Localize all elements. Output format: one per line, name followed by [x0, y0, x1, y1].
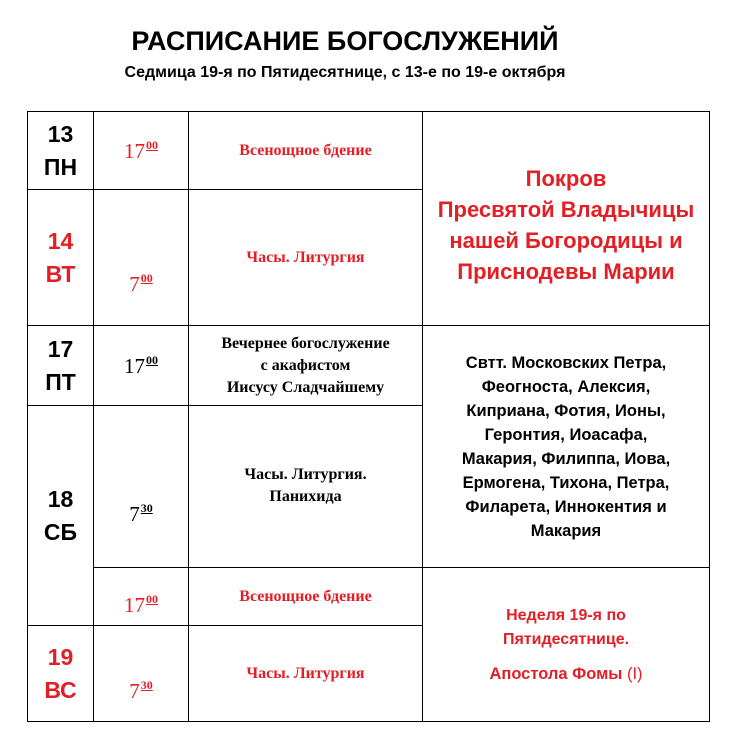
- date-number: 14: [47, 227, 74, 254]
- time-hour: 17: [124, 138, 145, 163]
- service-line: Иисусу Сладчайшему: [226, 378, 385, 396]
- time-minutes: 30: [140, 500, 153, 515]
- day-cell: [28, 326, 94, 406]
- schedule-table: [27, 111, 710, 722]
- feast-line: Киприана, Фотия, Ионы,: [466, 401, 666, 420]
- tone-label: (I): [626, 664, 643, 683]
- feast-line: Неделя 19-я по: [506, 606, 626, 624]
- feast-line: Свтт. Московских Петра,: [465, 353, 667, 372]
- weekday-label: СБ: [43, 518, 78, 545]
- service-line: с акафистом: [260, 356, 351, 374]
- feast-line: Приснодевы Марии: [457, 258, 675, 284]
- time-minutes: 00: [146, 592, 158, 606]
- service-cell: [189, 568, 423, 626]
- time-minutes: 00: [146, 137, 158, 152]
- feast-line: Геронтия, Иоасафа,: [484, 425, 648, 444]
- table-row: [28, 326, 710, 406]
- feast-line: нашей Богородицы и: [449, 227, 683, 253]
- weekday-label: ПТ: [45, 368, 76, 395]
- feast-line: Пятидесятнице.: [502, 630, 630, 648]
- time-hour: 7: [129, 271, 140, 296]
- time-cell: [94, 326, 189, 406]
- service-name: Всенощное бдение: [239, 141, 372, 159]
- service-line: Вечернее богослужение: [221, 334, 390, 352]
- date-number: 18: [47, 485, 74, 512]
- feast-line: Макария, Филиппа, Иова,: [461, 449, 671, 468]
- service-name: Часы. Литургия: [246, 664, 365, 682]
- time-cell: [94, 568, 189, 626]
- service-line: Часы. Литургия.: [244, 466, 367, 483]
- day-cell: [28, 112, 94, 190]
- feast-line: Пресвятой Владычицы: [437, 196, 695, 222]
- weekday-label: ВС: [44, 676, 77, 703]
- time-minutes: 00: [146, 352, 158, 367]
- weekday-label: ПН: [43, 153, 78, 180]
- day-cell: [28, 406, 94, 626]
- table-row: [28, 568, 710, 626]
- weekday-label: ВТ: [45, 260, 76, 287]
- service-name: Всенощное бдение: [239, 587, 372, 605]
- feast-line: Феогноста, Алексия,: [481, 377, 651, 396]
- feast-line: Покров: [525, 165, 607, 191]
- page-title: РАСПИСАНИЕ БОГОСЛУЖЕНИЙ: [131, 26, 559, 56]
- feast-line: Макария: [530, 521, 602, 540]
- feast-pokrov: [423, 112, 710, 326]
- time-minutes: 00: [140, 270, 153, 285]
- service-cell: [189, 326, 423, 406]
- time-hour: 7: [129, 501, 140, 526]
- service-cell: [189, 112, 423, 190]
- day-cell: [28, 626, 94, 722]
- time-cell: [94, 406, 189, 568]
- date-number: 13: [47, 120, 74, 147]
- time-cell: [94, 190, 189, 326]
- feast-saints: [423, 326, 710, 568]
- feast-line: Филарета, Иннокентия и: [465, 497, 667, 516]
- date-number: 17: [47, 335, 74, 362]
- day-cell: [28, 190, 94, 326]
- time-minutes: 30: [140, 677, 153, 692]
- time-hour: 7: [129, 678, 140, 703]
- apostle-name: Апостола Фомы: [489, 664, 623, 683]
- page-subtitle: Седмица 19-я по Пятидесятнице, с 13-е по 19-е октября: [124, 64, 566, 81]
- service-cell: [189, 406, 423, 568]
- time-hour: 17: [124, 593, 145, 617]
- feast-line: Ермогена, Тихона, Петра,: [462, 473, 670, 492]
- feast-sunday: [423, 568, 710, 722]
- service-cell: [189, 626, 423, 722]
- time-cell: [94, 626, 189, 722]
- date-number: 19: [47, 643, 74, 670]
- time-hour: 17: [124, 353, 145, 378]
- service-name: Часы. Литургия: [246, 248, 365, 266]
- service-line: Панихида: [269, 488, 342, 505]
- apostle-line: [423, 662, 709, 686]
- service-cell: [189, 190, 423, 326]
- table-row: [28, 112, 710, 190]
- time-cell: [94, 112, 189, 190]
